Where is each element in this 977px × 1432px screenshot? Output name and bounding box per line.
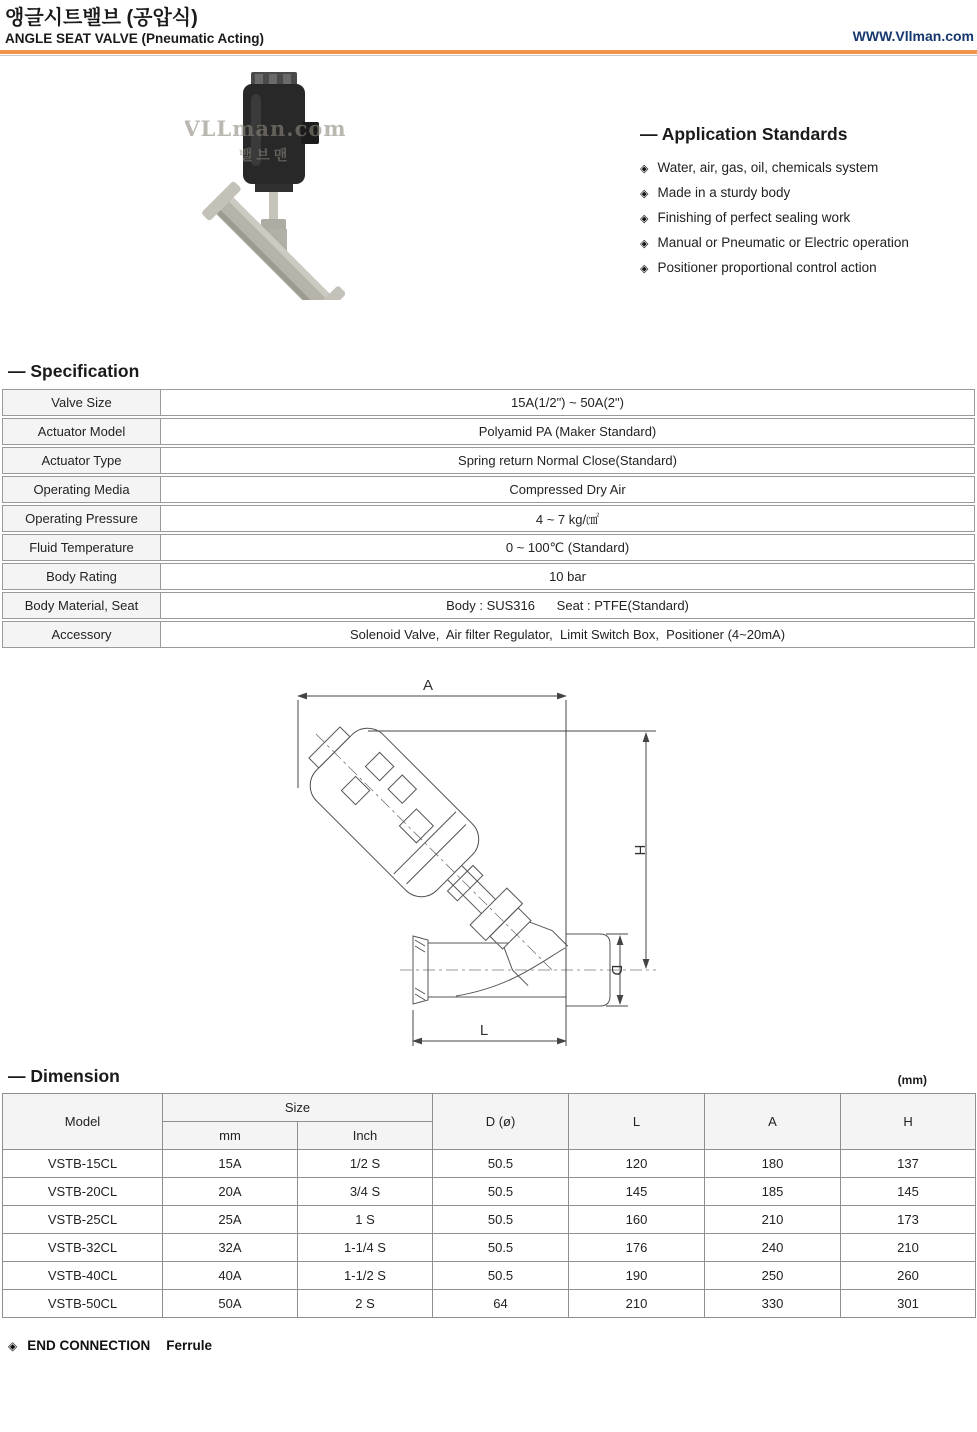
website-link[interactable]: WWW.Vllman.com — [852, 28, 974, 44]
specification-heading: — Specification — [8, 361, 140, 381]
specification-section — [2, 361, 975, 648]
cell-a: 240 — [705, 1234, 841, 1262]
specification-table — [2, 389, 975, 648]
dim-label-d: D — [608, 964, 625, 976]
product-photo — [185, 64, 345, 300]
diamond-bullet-icon: ◈ — [640, 163, 649, 175]
spec-value: Spring return Normal Close(Standard) — [458, 453, 677, 468]
valve-photo-art — [185, 64, 345, 300]
table-row — [2, 476, 975, 503]
spec-label: Accessory — [3, 622, 161, 647]
cell-l: 120 — [569, 1150, 705, 1178]
cell-a: 180 — [705, 1150, 841, 1178]
cell-model: VSTB-20CL — [3, 1178, 163, 1206]
dimension-section — [2, 1066, 975, 1318]
cell-a: 185 — [705, 1178, 841, 1206]
end-connection-value: Ferrule — [166, 1338, 213, 1353]
cell-inch: 1-1/4 S — [298, 1234, 433, 1262]
cell-mm: 15A — [163, 1150, 298, 1178]
application-item — [640, 160, 977, 175]
cell-inch: 2 S — [298, 1290, 433, 1318]
valve-body-drawing — [413, 930, 610, 1010]
cell-model: VSTB-15CL — [3, 1150, 163, 1178]
table-row — [2, 505, 975, 532]
cell-d: 50.5 — [433, 1234, 569, 1262]
photo-watermark: VLLman.com — [185, 116, 345, 141]
application-item — [640, 210, 977, 225]
spec-label: Operating Media — [3, 477, 161, 502]
page-title-english: ANGLE SEAT VALVE (Pneumatic Acting) — [5, 31, 265, 46]
photo-watermark-korean: 밸브맨 — [238, 148, 292, 164]
header-divider-gray — [0, 55, 977, 56]
cell-mm: 40A — [163, 1262, 298, 1290]
cell-mm: 20A — [163, 1178, 298, 1206]
cell-l: 210 — [569, 1290, 705, 1318]
table-row — [2, 418, 975, 445]
cell-h: 301 — [841, 1290, 976, 1318]
diamond-bullet-icon: ◈ — [640, 238, 649, 250]
dimension-diagram — [278, 666, 698, 1064]
table-row — [2, 447, 975, 474]
application-item — [640, 235, 977, 250]
actuator-drawing — [283, 701, 587, 1005]
table-row — [2, 534, 975, 561]
valve-line-drawing — [278, 666, 698, 1064]
spec-value: Polyamid PA (Maker Standard) — [478, 424, 657, 439]
spec-label: Valve Size — [3, 390, 161, 415]
spec-value: 10 bar — [549, 569, 586, 584]
cell-l: 190 — [569, 1262, 705, 1290]
spec-value: 4 ~ 7 kg/㎠ — [535, 512, 600, 527]
dim-label-a: A — [422, 677, 434, 694]
unit-note: (mm) — [897, 1073, 927, 1087]
spec-label: Operating Pressure — [3, 506, 161, 531]
cell-a: 330 — [705, 1290, 841, 1318]
spec-value: Solenoid Valve, Air filter Regulator, Limit Switch Box, Positioner (4~20mA) — [349, 627, 786, 642]
cell-model: VSTB-40CL — [3, 1262, 163, 1290]
table-row — [3, 1290, 976, 1318]
application-standards-section — [640, 124, 977, 285]
cell-model: VSTB-50CL — [3, 1290, 163, 1318]
cell-d: 50.5 — [433, 1150, 569, 1178]
application-item-text: Made in a sturdy body — [657, 185, 791, 200]
application-heading: — Application Standards — [640, 124, 848, 144]
table-row — [2, 563, 975, 590]
dim-label-h: H — [631, 844, 648, 856]
cell-mm: 32A — [163, 1234, 298, 1262]
spec-value: 0 ~ 100℃ (Standard) — [505, 539, 630, 555]
cell-d: 50.5 — [433, 1178, 569, 1206]
cell-d: 50.5 — [433, 1262, 569, 1290]
col-header-size: Size — [163, 1094, 433, 1122]
table-row — [2, 389, 975, 416]
spec-label: Body Rating — [3, 564, 161, 589]
cell-l: 176 — [569, 1234, 705, 1262]
application-item — [640, 260, 977, 275]
col-header-a: A — [705, 1094, 841, 1150]
table-row — [3, 1206, 976, 1234]
col-header-h: H — [841, 1094, 976, 1150]
spec-value: Compressed Dry Air — [509, 482, 626, 497]
page-title-korean: 앵글시트밸브 (공압식) — [5, 7, 198, 29]
spec-value: 15A(1/2") ~ 50A(2") — [511, 395, 624, 410]
cell-a: 250 — [705, 1262, 841, 1290]
cell-h: 260 — [841, 1262, 976, 1290]
dimension-table — [2, 1093, 976, 1318]
cell-h: 210 — [841, 1234, 976, 1262]
spec-label: Fluid Temperature — [3, 535, 161, 560]
cell-inch: 1-1/2 S — [298, 1262, 433, 1290]
dimension-heading: — Dimension — [8, 1066, 120, 1086]
col-header-l: L — [569, 1094, 705, 1150]
table-row — [3, 1178, 976, 1206]
cell-mm: 50A — [163, 1290, 298, 1318]
spec-value: Body : SUS316 Seat : PTFE(Standard) — [446, 598, 689, 613]
diamond-bullet-icon: ◈ — [640, 188, 649, 200]
table-row — [3, 1234, 976, 1262]
diamond-bullet-icon: ◈ — [640, 263, 649, 275]
table-row — [3, 1150, 976, 1178]
application-item-text: Positioner proportional control action — [657, 260, 877, 275]
application-item — [640, 185, 977, 200]
col-header-d: D (ø) — [433, 1094, 569, 1150]
table-row — [2, 621, 975, 648]
dim-label-l: L — [479, 1022, 489, 1039]
cell-d: 50.5 — [433, 1206, 569, 1234]
spec-label: Body Material, Seat — [3, 593, 161, 618]
cell-inch: 3/4 S — [298, 1178, 433, 1206]
diamond-bullet-icon: ◈ — [8, 1339, 18, 1353]
valve-stem — [269, 192, 278, 222]
application-item-text: Manual or Pneumatic or Electric operation — [657, 235, 909, 250]
cell-inch: 1/2 S — [298, 1150, 433, 1178]
application-item-text: Water, air, gas, oil, chemicals system — [657, 160, 879, 175]
spec-label: Actuator Model — [3, 419, 161, 444]
col-header-mm: mm — [163, 1122, 298, 1150]
end-connection-note — [8, 1338, 212, 1353]
cell-model: VSTB-25CL — [3, 1206, 163, 1234]
cell-h: 137 — [841, 1150, 976, 1178]
table-row — [2, 592, 975, 619]
spec-label: Actuator Type — [3, 448, 161, 473]
col-header-inch: Inch — [298, 1122, 433, 1150]
col-header-model: Model — [3, 1094, 163, 1150]
cell-l: 145 — [569, 1178, 705, 1206]
header-divider-orange — [0, 50, 977, 54]
end-connection-label: END CONNECTION — [27, 1338, 151, 1353]
table-row — [3, 1262, 976, 1290]
cell-a: 210 — [705, 1206, 841, 1234]
cell-h: 173 — [841, 1206, 976, 1234]
cell-inch: 1 S — [298, 1206, 433, 1234]
diamond-bullet-icon: ◈ — [640, 213, 649, 225]
cell-model: VSTB-32CL — [3, 1234, 163, 1262]
cell-mm: 25A — [163, 1206, 298, 1234]
cell-l: 160 — [569, 1206, 705, 1234]
application-list — [640, 160, 977, 275]
application-item-text: Finishing of perfect sealing work — [657, 210, 851, 225]
cell-h: 145 — [841, 1178, 976, 1206]
cell-d: 64 — [433, 1290, 569, 1318]
